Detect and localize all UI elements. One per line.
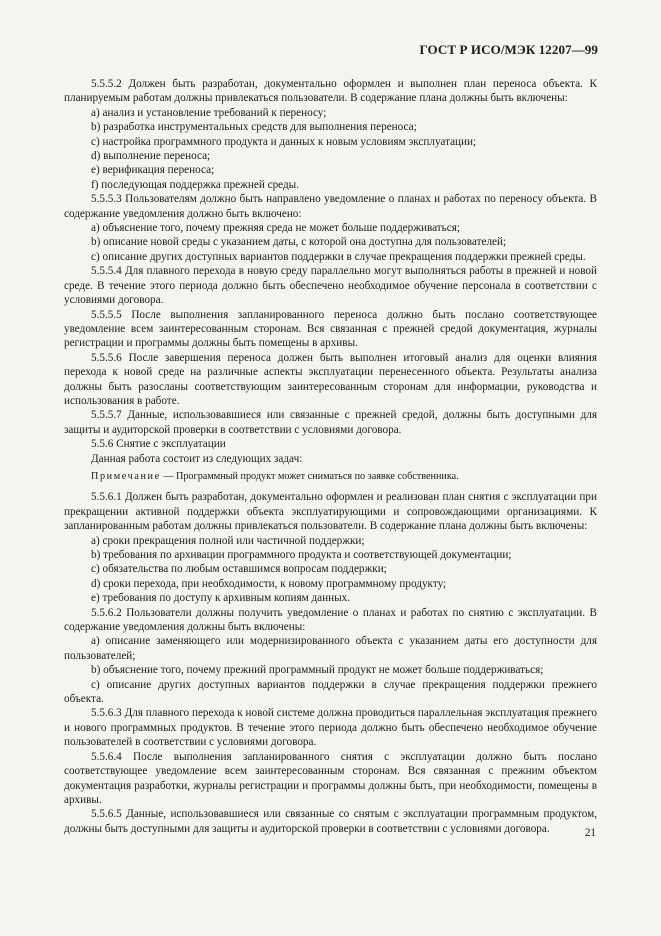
paragraph: 5.5.5.3 Пользователям должно быть направлено уведомление о планах и работах по переносу объекта. В содержание уведомления должно быть включено: [64, 193, 597, 220]
paragraph: 5.5.5.4 Для плавного перехода в новую среду параллельно могут выполняться работы в прежней и новой среде. В течение этого периода должно быть обеспечено необходимое обучение персонала в соответствии с условиями договора. [64, 265, 597, 307]
list-item: a) сроки прекращения полной или частичной поддержки; [91, 534, 365, 547]
list-item: d) выполнение переноса; [91, 150, 211, 163]
paragraph: c) описание других доступных вариантов поддержки в случае прекращения поддержки прежнего объекта. [64, 678, 597, 706]
list-item: b) разработка инструментальных средств для выполнения переноса; [91, 121, 417, 134]
paragraph: 5.5.6 Снятие с эксплуатации [91, 438, 226, 451]
paragraph: 5.5.6.1 Должен быть разработан, документально оформлен и реализован план снятия с эксплуатации при прекращении активной поддержки объекта эксплуатирующими и сопровождающими организациями. К запланированным работам должны привлекаться пользователи. В содержание плана должны быть включены: [64, 491, 597, 533]
paragraph: 5.5.6.4 После выполнения запланированного снятия с эксплуатации должно быть послано соответствующее уведомление всем заинтересованным сторонам. Вся связанная с прежним объектом документация разработки, журналы регистрации и программы должны быть, при необходимости, помещены в архивы. [64, 750, 597, 806]
page-number: 21 [584, 827, 596, 839]
paragraph: 5.5.6.2 Пользователи должны получить уведомление о планах и работах по снятию с эксплуатации. В содержание уведомления должны быть включены: [64, 606, 597, 634]
list-item: a) объяснение того, почему прежняя среда не может больше поддерживаться; [91, 222, 460, 235]
list-item: a) анализ и установление требований к переносу; [91, 106, 327, 119]
paragraph: Данная работа состоит из следующих задач: [91, 452, 303, 465]
list-item: e) верификация переноса; [91, 164, 215, 177]
document-body [64, 77, 597, 836]
note-label: Примечание [91, 470, 161, 482]
paragraph: a) описание заменяющего или модернизированного объекта с указанием даты его доступности для пользователей; [64, 635, 597, 662]
paragraph: 5.5.5.5 После выполнения запланированного переноса должно быть послано соответствующее уведомление всем заинтересованным сторонам. Вся связанная с прежней средой документация, журналы регистрации и программы должны быть помещены в архивы. [64, 308, 597, 350]
note [64, 470, 597, 484]
paragraph: 5.5.5.2 Должен быть разработан, документально оформлен и выполнен план переноса объекта. К планируемым работам должны привлекаться пользователи. В содержание плана должны быть включены: [64, 78, 597, 105]
list-item: d) сроки перехода, при необходимости, к новому программному продукту; [91, 577, 447, 590]
paragraph: 5.5.5.6 После завершения переноса должен быть выполнен итоговый анализ для оценки влияния перехода к новой среде на различные аспекты эксплуатации перенесенного объекта. Результаты анализа должны быть разосланы соответствующим заинтересованным сторонам для информации, руководства и использования в работе. [64, 351, 597, 407]
list-item: e) требования по доступу к архивным копиям данных. [91, 592, 351, 605]
paragraph: 5.5.6.5 Данные, использовавшиеся или связанные со снятым с эксплуатации программным продуктом, должны быть доступными для защиты и аудиторской проверки в соответствии с условиями договора. [64, 808, 597, 835]
standard-header: ГОСТ Р ИСО/МЭК 12207—99 [419, 42, 598, 57]
paragraph: c) описание других доступных вариантов поддержки в случае прекращения поддержки прежней среды. [91, 250, 586, 263]
paragraph: 5.5.6.3 Для плавного перехода к новой системе должна проводиться параллельная эксплуатация прежнего и нового программных продуктов. В течение этого периода должно быть обеспечено необходимое обучение пользователей в соответствии с условиями договора. [64, 707, 597, 749]
paragraph: 5.5.5.7 Данные, использовавшиеся или связанные с прежней средой, должны быть доступными для защиты и аудиторской проверки в соответствии с условиями договора. [64, 409, 597, 436]
list-item: f) последующая поддержка прежней среды. [91, 178, 299, 191]
list-item: b) требования по архивации программного продукта и соответствующей документации; [91, 549, 512, 561]
note-text: — Программный продукт может сниматься по заявке собственника. [160, 470, 459, 482]
list-item: c) обязательства по любым оставшимся вопросам поддержки; [91, 563, 387, 576]
list-item: c) настройка программного продукта и данных к новым условиям эксплуатации; [91, 135, 477, 148]
list-item: b) описание новой среды с указанием даты, с которой она доступна для пользователей; [91, 236, 507, 249]
list-item: b) объяснение того, почему прежний программный продукт не может больше поддерживаться; [91, 664, 544, 677]
